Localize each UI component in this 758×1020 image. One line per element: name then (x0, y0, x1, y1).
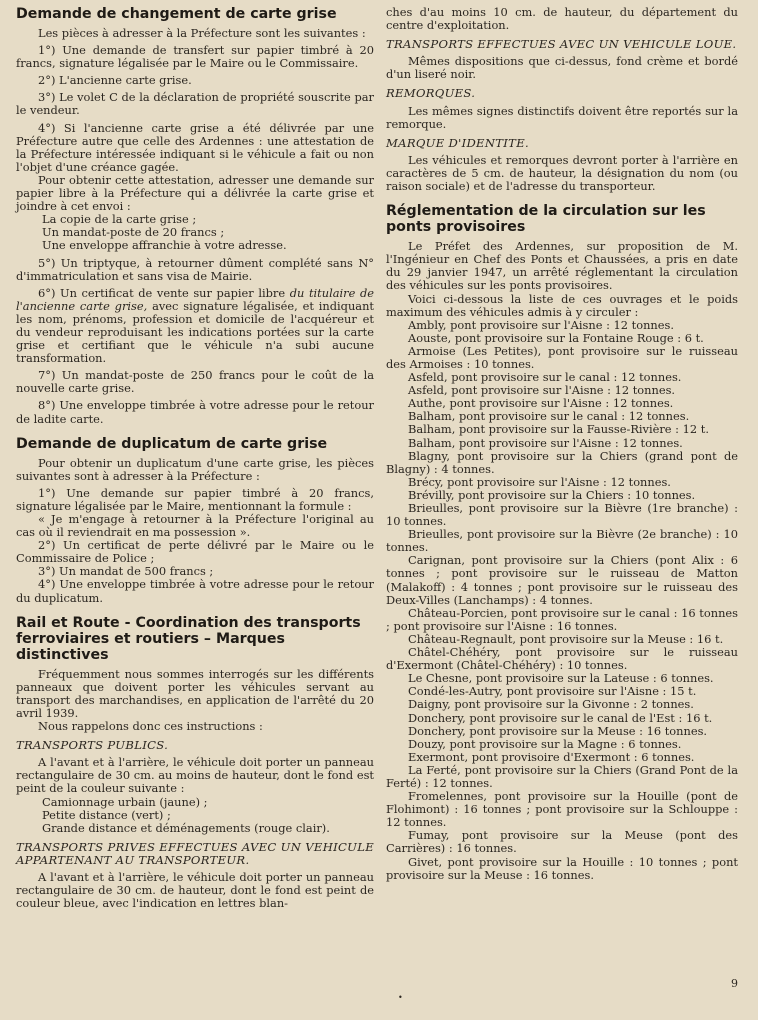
list-item: 2°) Un certificat de perte délivré par le Maire ou le Commissaire de Police ; (16, 538, 374, 566)
text-run: 6°) Un certificat de vente sur papier libre (38, 285, 286, 300)
bridge-item: Daigny, pont provisoire sur la Givonne : 2 tonnes. (408, 697, 694, 712)
list-item: 4°) Une enveloppe timbrée à votre adresse pour le retour du duplicatum. (16, 577, 374, 605)
section-title-changement: Demande de changement de carte grise (16, 6, 337, 22)
bridge-item: Châtel-Chéhéry, pont provisoire sur le ruisseau d'Exermont (Châtel-Chéhéry) : 10 tonnes. (386, 645, 738, 673)
bridge-item: Carignan, pont provisoire sur la Chiers (pont Alix : 6 tonnes ; pont provisoire sur le ruisseau de Matton (Malakoff) : 4 tonnes ; pont provisoire sur le ruisseau des Deux-Villes (Lanchamps) : 4 tonnes. (386, 553, 738, 607)
subheading: MARQUE D'IDENTITE. (386, 135, 529, 150)
paragraph: Les mêmes signes distinctifs doivent être reportés sur la remorque. (386, 103, 738, 131)
list-item: 2°) L'ancienne carte grise. (38, 73, 192, 88)
bridge-item: Brévilly, pont provisoire sur la Chiers : 10 tonnes. (408, 487, 696, 502)
bridge-item: Brieulles, pont provisoire sur la Bièvre (2e branche) : 10 tonnes. (386, 527, 738, 555)
paragraph: Voici ci-dessous la liste de ces ouvrages et le poids maximum des véhicules admis à y circuler : (386, 291, 738, 319)
list-item: 3°) Un mandat de 500 francs ; (38, 564, 214, 579)
list-item (16, 287, 374, 366)
bridge-item: Balham, pont provisoire sur la Fausse-Rivière : 12 t. (408, 422, 709, 437)
paragraph: Fréquemment nous sommes interrogés sur les différents panneaux que doivent porter les véhicules servant au transport des marchandises, en application de l'arrêté du 20 avril 1939. (16, 666, 374, 720)
list-item: Grande distance et déménagements (rouge clair). (42, 820, 330, 835)
bridge-item: Balham, pont provisoire sur l'Aisne : 12 tonnes. (408, 435, 683, 450)
bridge-item: Givet, pont provisoire sur la Houille : 10 tonnes ; pont provisoire sur la Meuse : 16 tonnes. (386, 854, 738, 882)
paragraph: Mêmes dispositions que ci-dessus, fond crème et bordé d'un liseré noir. (386, 54, 738, 82)
paragraph: Nous rappelons donc ces instructions : (38, 719, 263, 734)
bridge-item: Condé-les-Autry, pont provisoire sur l'Aisne : 15 t. (408, 684, 697, 699)
paragraph: Pour obtenir un duplicatum d'une carte grise, les pièces suivantes sont à adresser à la Préfecture : (16, 455, 374, 483)
list-item: Un mandat-poste de 20 francs ; (42, 225, 225, 240)
list-item: Camionnage urbain (jaune) ; (42, 794, 208, 809)
list-item: La copie de la carte grise ; (42, 212, 197, 227)
emphasis: du titulaire de l'ancienne carte grise, (16, 285, 374, 313)
right-column (386, 6, 738, 882)
list-item: 7°) Un mandat-poste de 250 francs pour le coût de la nouvelle carte grise. (16, 368, 374, 396)
list-item: Une enveloppe affranchie à votre adresse. (42, 238, 287, 253)
paragraph: A l'avant et à l'arrière, le véhicule doit porter un panneau rectangulaire de 30 cm. de hauteur, dont le fond est peint de couleur bleue, avec l'indication en lettres blan- (16, 869, 374, 911)
bridge-item: Douzy, pont provisoire sur la Magne : 6 tonnes. (408, 736, 682, 751)
bridge-item: Fromelennes, pont provisoire sur la Houille (pont de Flohimont) : 16 tonnes ; pont provisoire sur la Schlouppe : 12 tonnes. (386, 789, 738, 830)
paragraph: A l'avant et à l'arrière, le véhicule doit porter un panneau rectangulaire de 30 cm. au moins de hauteur, dont le fond est peint de la couleur suivante : (16, 755, 374, 796)
section-title-duplicatum: Demande de duplicatum de carte grise (16, 435, 328, 452)
bridge-list (386, 319, 738, 882)
bridge-item: Brieulles, pont provisoire sur la Bièvre (1re branche) : 10 tonnes. (386, 501, 738, 529)
bridge-item: Balham, pont provisoire sur le canal : 12 tonnes. (408, 409, 690, 424)
bridge-item: Brécy, pont provisoire sur l'Aisne : 12 tonnes. (408, 474, 671, 489)
bridge-item: Donchery, pont provisoire sur le canal de l'Est : 16 t. (408, 710, 713, 725)
bridge-item: Aouste, pont provisoire sur la Fontaine Rouge : 6 t. (408, 330, 704, 345)
paragraph: Le Préfet des Ardennes, sur proposition de M. l'Ingénieur en Chef des Ponts et Chaussées, a pris en date du 29 janvier 1947, un arrêté réglementant la circulation des véhicules sur les ponts provisoires. (386, 239, 738, 293)
list-item: 1°) Une demande sur papier timbré à 20 francs, signature légalisée par le Maire, mentionnant la formule : (16, 485, 374, 513)
paragraph: Les véhicules et remorques devront porter à l'arrière en caractères de 5 cm. de hauteur, la désignation du nom (ou raison sociale) et de l'adresse du transporteur. (386, 152, 738, 194)
bridge-item: Asfeld, pont provisoire sur le canal : 12 tonnes. (408, 370, 682, 385)
list-item: 1°) Une demande de transfert sur papier timbré à 20 francs, signature légalisée par le Maire ou le Commissaire. (16, 43, 374, 71)
bridge-item: Authe, pont provisoire sur l'Aisne : 12 tonnes. (408, 396, 674, 411)
page-number: 9 (731, 977, 738, 990)
section-title-rail-route: Rail et Route - Coordination des transports ferroviaires et routiers – Marques distinctives (16, 614, 361, 663)
list-item: Petite distance (vert) ; (42, 807, 171, 822)
list-item: 5°) Un triptyque, à retourner dûment complété sans N° d'immatriculation et sans visa de Mairie. (16, 255, 374, 283)
bridge-item: La Ferté, pont provisoire sur la Chiers (Grand Pont de la Ferté) : 12 tonnes. (386, 762, 738, 790)
subheading: TRANSPORTS PRIVES EFFECTUES AVEC UN VEHICULE APPARTENANT AU TRANSPORTEUR. (16, 839, 374, 867)
bridge-item: Le Chesne, pont provisoire sur la Lateuse : 6 tonnes. (408, 671, 714, 686)
bridge-item: Armoise (Les Petites), pont provisoire sur le ruisseau des Armoises : 10 tonnes. (386, 343, 738, 371)
subheading: TRANSPORTS EFFECTUES AVEC UN VEHICULE LOUE. (386, 37, 737, 52)
paragraph: Pour obtenir cette attestation, adresser une demande sur papier libre à la Préfecture qui a délivrée la carte grise et joindre à cet envoi : (16, 172, 374, 214)
left-column (16, 6, 374, 910)
subheading: TRANSPORTS PUBLICS. (16, 738, 169, 753)
section-title-ponts: Réglementation de la circulation sur les ponts provisoires (386, 203, 706, 236)
list-item: 8°) Une enveloppe timbrée à votre adresse pour le retour de ladite carte. (16, 398, 374, 426)
subheading: REMORQUES. (386, 86, 476, 101)
bridge-item: Château-Porcien, pont provisoire sur le canal : 16 tonnes ; pont provisoire sur l'Aisne : 16 tonnes. (386, 605, 738, 633)
decorative-dot: • (398, 993, 403, 1002)
bridge-item: Asfeld, pont provisoire sur l'Aisne : 12 tonnes. (408, 383, 676, 398)
bridge-item: Fumay, pont provisoire sur la Meuse (pont des Carrières) : 16 tonnes. (386, 828, 738, 856)
bridge-item: Exermont, pont provisoire d'Exermont : 6 tonnes. (408, 749, 695, 764)
bridge-item: Ambly, pont provisoire sur l'Aisne : 12 tonnes. (408, 317, 674, 332)
bridge-item: Blagny, pont provisoire sur la Chiers (grand pont de Blagny) : 4 tonnes. (386, 448, 738, 476)
bridge-item: Château-Regnault, pont provisoire sur la Meuse : 16 t. (408, 631, 724, 646)
list-item: 3°) Le volet C de la déclaration de propriété souscrite par le vendeur. (16, 90, 374, 118)
quote: « Je m'engage à retourner à la Préfecture l'original au cas où il reviendrait en ma possession ». (16, 512, 374, 540)
text-run: avec signature légalisée, et indiquant les nom, prénoms, profession et domicile de l'acquéreur et du vendeur reproduisant les indications portées sur la carte grise et certifiant que le véhicule n'a subi aucune transformation. (16, 298, 374, 366)
paragraph: ches d'au moins 10 cm. de hauteur, du département du centre d'exploitation. (386, 5, 738, 33)
paragraph: Les pièces à adresser à la Préfecture sont les suivantes : (38, 26, 366, 40)
list-item: 4°) Si l'ancienne carte grise a été délivrée par une Préfecture autre que celle des Ardennes : une attestation de la Préfecture intéressée indiquant si le véhicule a fait ou non l'objet d'une créance gagée. (16, 120, 374, 174)
bridge-item: Donchery, pont provisoire sur la Meuse : 16 tonnes. (408, 723, 708, 738)
